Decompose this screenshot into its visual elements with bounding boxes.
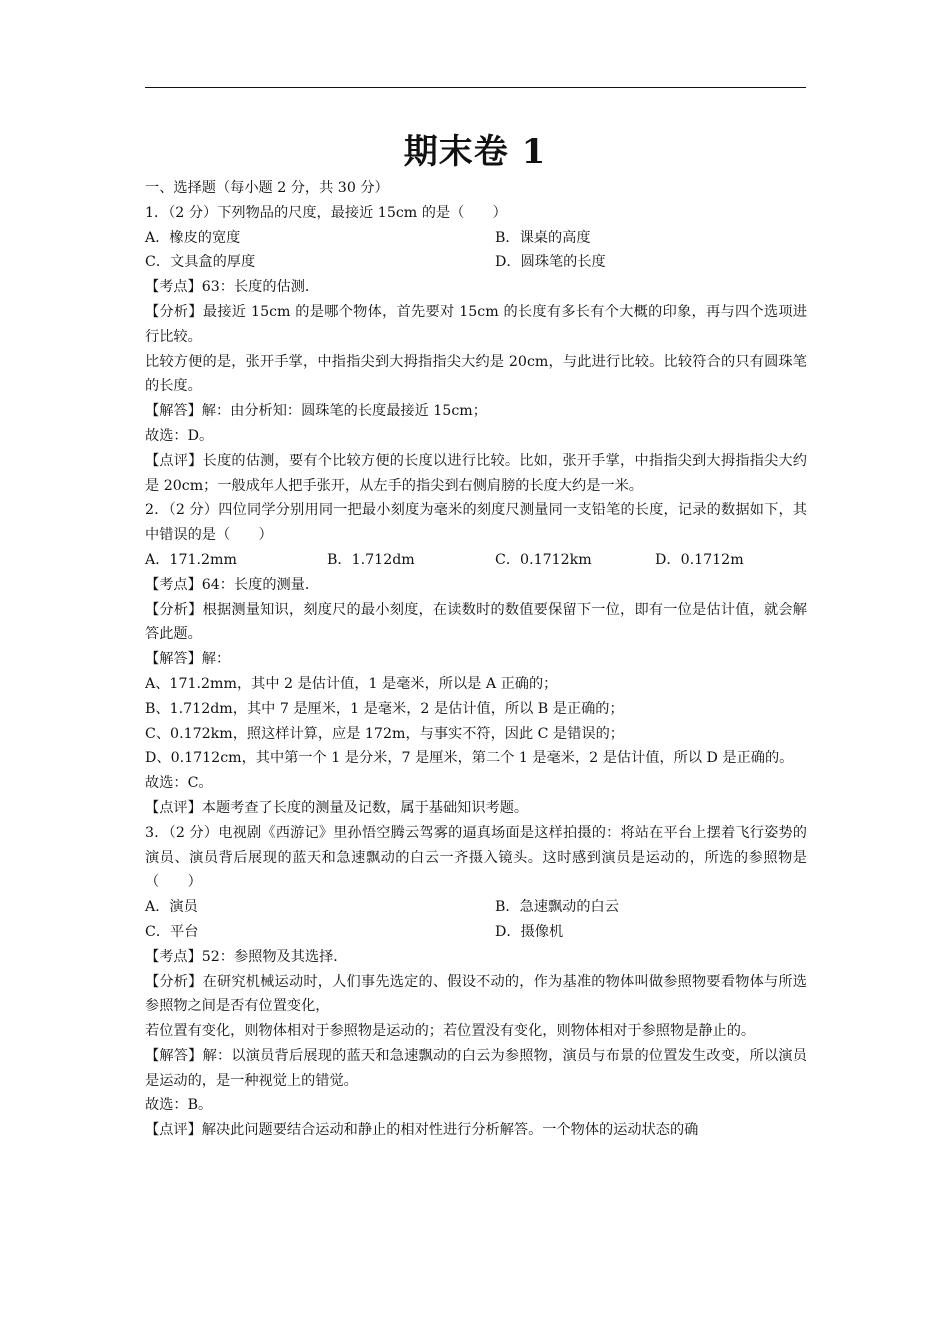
q1-dianping: 【点评】长度的估测，要有个比较方便的长度以进行比较。比如，张开手掌，中指指尖到大拇指指尖大约是 20cm；一般成年人把手张开，从左手的指尖到右侧肩膀的长度大约是一米。 [145, 452, 807, 494]
q3-option-b: B．急速飘动的白云 [495, 899, 619, 916]
q1-jieda: 【解答】解：由分析知：圆珠笔的长度最接近 15cm； [145, 403, 487, 420]
q1-options-row2 [145, 250, 807, 275]
q3-fenxi: 【分析】在研究机械运动时，人们事先选定的、假设不动的，作为基准的物体叫做参照物要看物体与所选参照物之间是否有位置变化， [145, 973, 807, 1015]
q1-stem: 1．（2 分）下列物品的尺度，最接近 15cm 的是（ ） [145, 204, 507, 221]
q1-kaodian: 【考点】63：长度的估测． [145, 279, 320, 296]
q2-fenxi: 【分析】根据测量知识，刻度尺的最小刻度，在读数时的数值要保留下一位，即有一位是估计值，就会解答此题。 [145, 601, 807, 643]
q1-fenxi2: 比较方便的是，张开手掌，中指指尖到大拇指指尖大约是 20cm，与此进行比较。比较符合的只有圆珠笔的长度。 [145, 353, 807, 395]
q3-fenxi2: 若位置有变化，则物体相对于参照物是运动的；若位置没有变化，则物体相对于参照物是静止的。 [145, 1023, 756, 1040]
q2-kaodian: 【考点】64：长度的测量． [145, 576, 320, 593]
q2-option-c: C．0.1712km [495, 551, 592, 568]
q1-option-c: C．文具盒的厚度 [145, 254, 256, 271]
q1-options-row1 [145, 226, 807, 251]
q1-fenxi: 【分析】最接近 15cm 的是哪个物体，首先要对 15cm 的长度有多长有个大概的印象，再与四个选项进行比较。 [145, 303, 807, 345]
q2-explain-d: D、0.1712cm，其中第一个 1 是分米，7 是厘米，第二个 1 是毫米，2 是估计值，所以 D 是正确的。 [145, 750, 794, 767]
document-body [145, 176, 807, 1143]
section-heading: 一、选择题（每小题 2 分，共 30 分） [145, 180, 389, 196]
q2-option-d: D．0.1712m [655, 551, 744, 568]
q3-answer: 故选：B。 [145, 1097, 213, 1114]
q3-kaodian: 【考点】52：参照物及其选择． [145, 948, 348, 965]
q2-answer: 故选：C。 [145, 775, 213, 792]
header-rule [145, 87, 806, 88]
q2-jieda: 【解答】解： [145, 651, 231, 668]
q3-options-row2 [145, 920, 807, 945]
page-title: 期末卷 1 [403, 132, 547, 172]
q2-stem: 2．（2 分）四位同学分别用同一把最小刻度为毫米的刻度尺测量同一支铅笔的长度，记录的数据如下，其中错误的是（ ） [145, 502, 807, 544]
q1-answer: 故选：D。 [145, 427, 214, 444]
q2-explain-b: B、1.712dm，其中 7 是厘米，1 是毫米，2 是估计值，所以 B 是正确的； [145, 700, 624, 717]
q2-explain-a: A、171.2mm，其中 2 是估计值，1 是毫米，所以是 A 正确的； [145, 675, 558, 692]
q1-option-a: A．橡皮的宽度 [145, 229, 241, 246]
q1-option-b: B．课桌的高度 [495, 229, 591, 246]
q2-dianping: 【点评】本题考查了长度的测量及记数，属于基础知识考题。 [145, 799, 529, 816]
q2-option-a: A．171.2mm [145, 551, 237, 568]
q3-jieda: 【解答】解：以演员背后展现的蓝天和急速飘动的白云为参照物，演员与布景的位置发生改变，所以演员是运动的，是一种视觉上的错觉。 [145, 1047, 807, 1089]
q2-options-row [145, 548, 807, 573]
q3-option-c: C．平台 [145, 923, 199, 940]
q1-option-d: D．圆珠笔的长度 [495, 254, 606, 271]
q3-stem: 3．（2 分）电视剧《西游记》里孙悟空腾云驾雾的逼真场面是这样拍摄的：将站在平台上摆着飞行姿势的演员、演员背后展现的蓝天和急速飘动的白云一齐摄入镜头。这时感到演员是运动的，所选的参照物是（ ） [145, 824, 807, 891]
q3-dianping: 【点评】解决此问题要结合运动和静止的相对性进行分析解答。一个物体的运动状态的确 [145, 1122, 699, 1139]
q3-option-d: D．摄像机 [495, 923, 564, 940]
q2-option-b: B．1.712dm [327, 551, 415, 568]
q3-option-a: A．演员 [145, 899, 198, 916]
q3-options-row1 [145, 895, 807, 920]
q2-explain-c: C、0.172km，照这样计算，应是 172m，与事实不符，因此 C 是错误的； [145, 725, 624, 742]
